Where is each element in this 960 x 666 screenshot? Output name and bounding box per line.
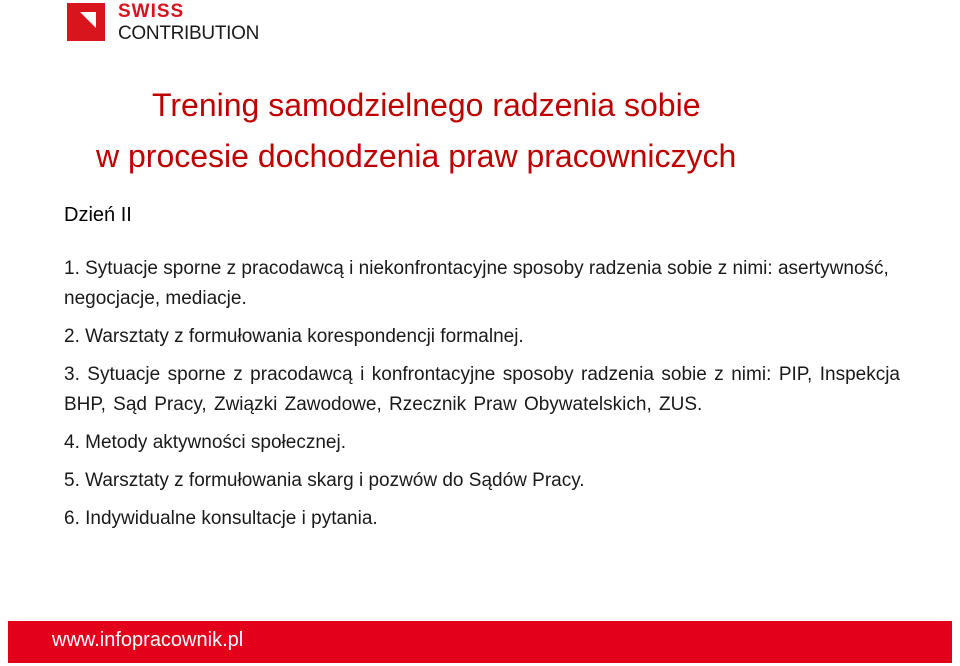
swiss-flag-icon xyxy=(67,3,105,41)
swiss-contribution-logo xyxy=(67,2,267,46)
agenda-item-5: 5. Warsztaty z formułowania skarg i pozwów do Sądów Pracy. xyxy=(64,470,585,491)
agenda-item-2: 2. Warsztaty z formułowania korespondencji formalnej. xyxy=(64,326,524,347)
footer-bar xyxy=(8,621,952,663)
agenda-item-3: 3. Sytuacje sporne z pracodawcą i konfrontacyjne sposoby radzenia sobie z nimi: PIP, Inspekcja BHP, Sąd Pracy, Związki Zawodowe, Rzecznik Praw Obywatelskich, ZUS. xyxy=(64,364,900,415)
logo-text-contribution: CONTRIBUTION xyxy=(118,23,260,44)
agenda-item-1: 1. Sytuacje sporne z pracodawcą i niekonfrontacyjne sposoby radzenia sobie z nimi: asertywność, negocjacje, mediacje. xyxy=(64,258,889,309)
page-title-line-1: Trening samodzielnego radzenia sobie xyxy=(152,87,701,123)
agenda-list xyxy=(64,254,900,534)
day-heading: Dzień II xyxy=(64,204,132,226)
agenda-item-6: 6. Indywidualne konsultacje i pytania. xyxy=(64,508,378,529)
logo-text-swiss: SWISS xyxy=(118,1,185,22)
agenda-item-4: 4. Metody aktywności społecznej. xyxy=(64,432,346,453)
page-title-line-2: w procesie dochodzenia praw pracowniczych xyxy=(96,138,737,174)
footer-url-link[interactable]: www.infopracownik.pl xyxy=(52,629,244,651)
